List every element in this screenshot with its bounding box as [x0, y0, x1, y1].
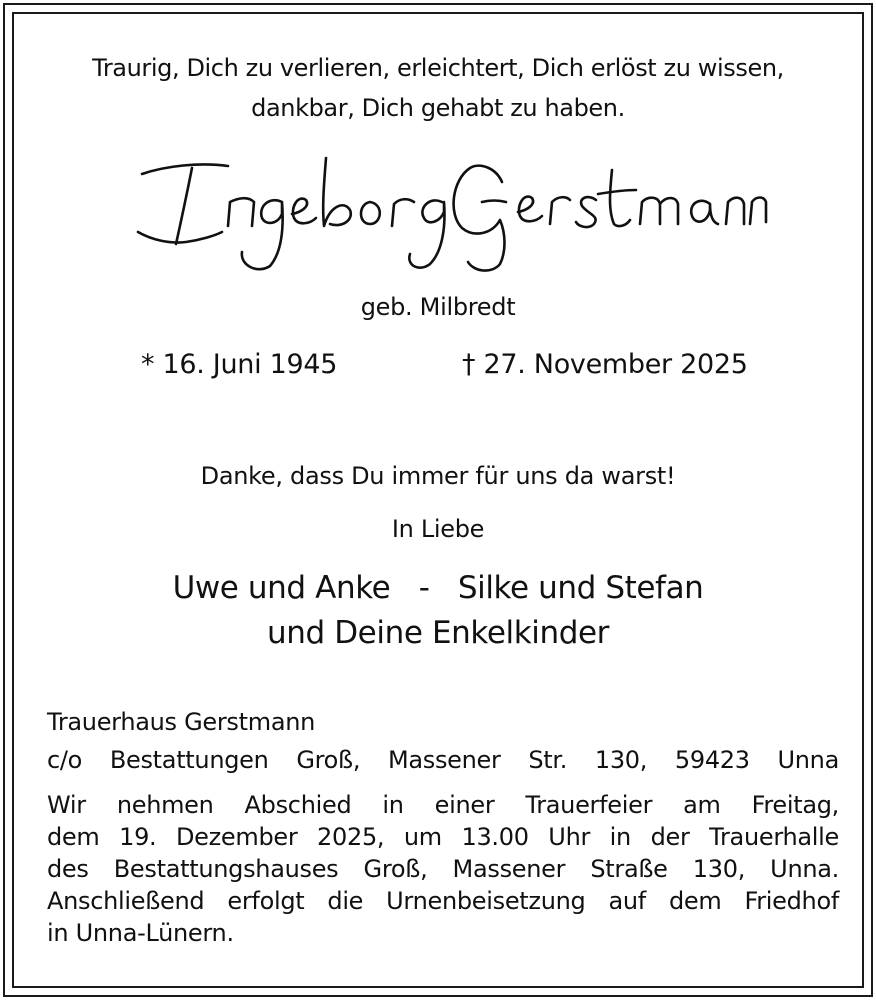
contact-heading: Trauerhaus Gerstmann [47, 708, 316, 736]
motto-line-2: dankbar, Dich gehabt zu haben. [251, 94, 625, 122]
contact-address: c/o Bestattungen Groß, Massener Str. 130, 59423 Unna [47, 746, 839, 774]
motto [0, 48, 876, 128]
thanks-line: Danke, dass Du immer für uns da warst! [200, 462, 676, 490]
death-date: † 27. November 2025 [462, 349, 748, 380]
mourners [0, 566, 876, 656]
funeral-details [47, 789, 839, 949]
funeral-line-4: Anschließend erfolgt die Urnenbeisetzung auf dem Friedhof [47, 887, 839, 915]
funeral-line-1: Wir nehmen Abschied in einer Trauerfeier am Freitag, [47, 791, 839, 819]
mourners-line-2: und Deine Enkelkinder [266, 615, 610, 651]
motto-line-1: Traurig, Dich zu verlieren, erleichtert, Dich erlöst zu wissen, [92, 54, 784, 82]
funeral-line-5: in Unna-Lünern. [47, 919, 234, 947]
in-love-line: In Liebe [391, 515, 485, 543]
funeral-line-2: dem 19. Dezember 2025, um 13.00 Uhr in der Trauerhalle [47, 823, 839, 851]
birth-name: geb. Milbredt [360, 293, 516, 321]
deceased-name-signature [130, 148, 770, 278]
birth-date: * 16. Juni 1945 [141, 349, 338, 380]
mourners-line-1: Uwe und Anke - Silke und Stefan [172, 570, 704, 606]
funeral-line-3: des Bestattungshauses Groß, Massener Straße 130, Unna. [47, 855, 839, 883]
